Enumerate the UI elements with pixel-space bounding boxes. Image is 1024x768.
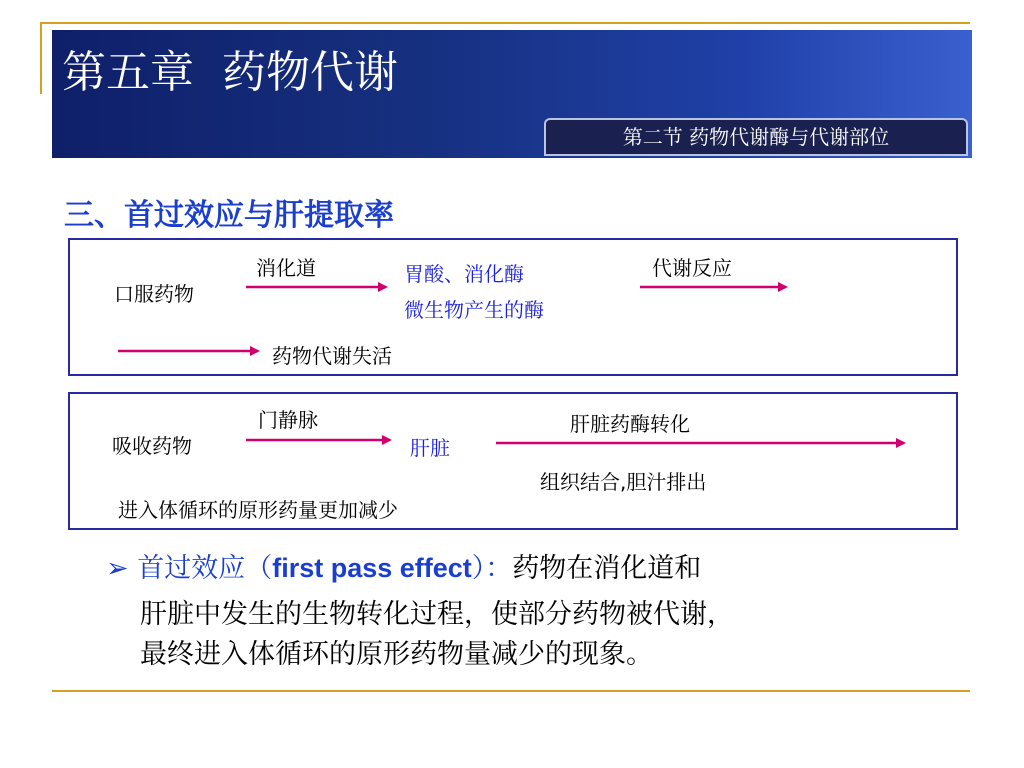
bullet-arrow-icon: ➢ <box>106 553 129 584</box>
liver-enzyme-label: 肝脏药酶转化 <box>570 412 690 436</box>
chapter-title: 第五章 药物代谢 <box>62 47 398 98</box>
inactivation-label: 药物代谢失活 <box>272 344 392 368</box>
portal-vein-label: 门静脉 <box>258 408 318 432</box>
bottom-gold-rule <box>52 690 970 692</box>
absorbed-drug-label: 吸收药物 <box>112 434 192 458</box>
digestive-tract-label: 消化道 <box>256 256 316 280</box>
term-english: first pass effect <box>272 553 472 583</box>
first-pass-definition <box>106 548 946 589</box>
liver-label: 肝脏 <box>410 436 450 460</box>
microbial-enzymes-label: 微生物产生的酶 <box>404 298 544 322</box>
section-tab: 第二节 药物代谢酶与代谢部位 <box>544 118 968 156</box>
reduced-drug-label: 进入体循环的原形药量更加减少 <box>118 498 398 522</box>
definition-line-3: 最终进入体循环的原形药物量减少的现象。 <box>140 639 653 670</box>
oral-drug-label: 口服药物 <box>114 282 194 306</box>
term-chinese: 首过效应（ <box>137 553 273 584</box>
definition-line-2: 肝脏中发生的生物转化过程，使部分药物被代谢， <box>140 599 734 630</box>
section-subheading: 三、首过效应与肝提取率 <box>64 198 394 233</box>
gastric-enzymes-label: 胃酸、消化酶 <box>404 262 524 286</box>
tissue-binding-label: 组织结合,胆汁排出 <box>540 470 707 494</box>
definition-line-1: 药物在消化道和 <box>512 553 702 584</box>
metabolic-reaction-label: 代谢反应 <box>652 256 732 280</box>
term-close: ）： <box>471 553 513 584</box>
